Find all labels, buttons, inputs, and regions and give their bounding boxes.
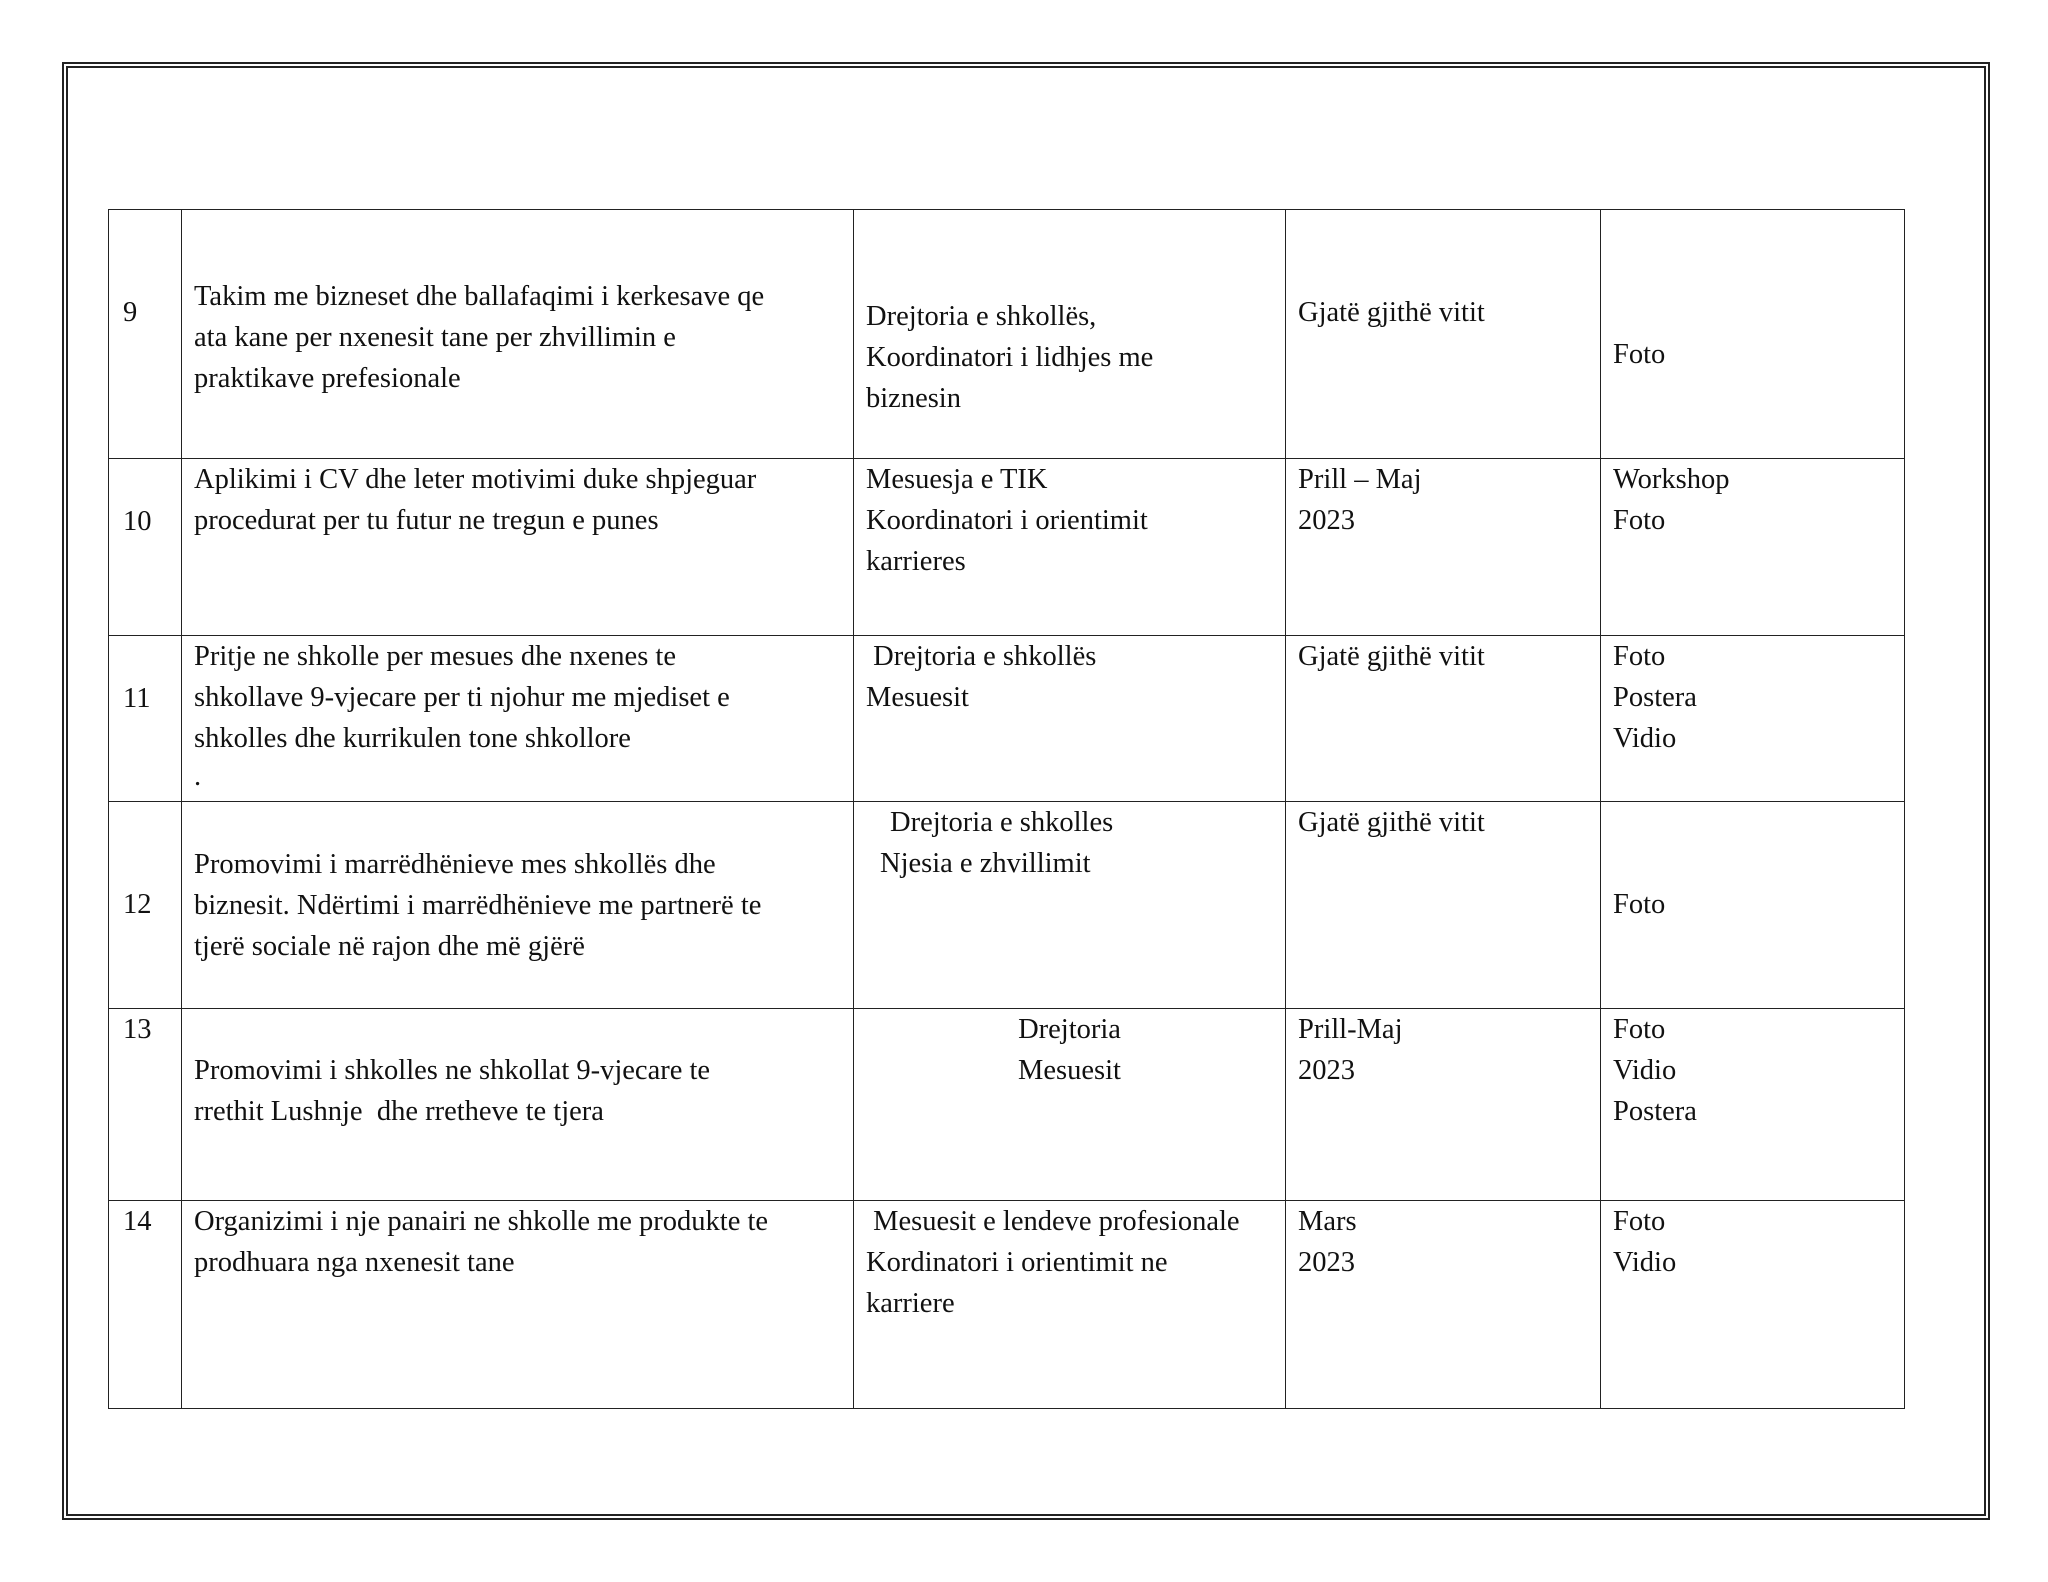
activity-cell <box>182 636 854 802</box>
time-cell <box>1286 802 1601 1009</box>
responsible-line: Mesuesit e lendeve profesionale <box>866 1206 1240 1237</box>
evidence-line: Foto <box>1613 1014 1666 1045</box>
activity-cell <box>182 802 854 1009</box>
table-row <box>109 802 1905 1009</box>
activity-cell <box>182 1009 854 1201</box>
row-number: 12 <box>123 889 152 920</box>
responsible-line: biznesin <box>866 383 961 414</box>
responsible-line: Drejtoria e shkollës, <box>866 301 1097 332</box>
evidence-cell <box>1601 1009 1905 1201</box>
evidence-line: Foto <box>1613 505 1666 536</box>
activity-plan-table <box>108 209 1905 1409</box>
table-row <box>109 210 1905 459</box>
row-number-cell <box>109 459 182 636</box>
activity-cell <box>182 210 854 459</box>
responsible-cell <box>854 802 1286 1009</box>
time-line: 2023 <box>1298 505 1355 536</box>
responsible-cell <box>854 636 1286 802</box>
evidence-cell <box>1601 636 1905 802</box>
evidence-line: Postera <box>1613 682 1697 713</box>
table-row <box>109 459 1905 636</box>
time-cell <box>1286 1009 1601 1201</box>
evidence-cell <box>1601 459 1905 636</box>
activity-cell <box>182 1201 854 1409</box>
activity-line: shkollave 9-vjecare per ti njohur me mjediset e <box>194 682 730 713</box>
activity-line: biznesit. Ndërtimi i marrëdhënieve me partnerë te <box>194 890 762 921</box>
time-line: Prill – Maj <box>1298 464 1422 495</box>
time-line: Gjatë gjithë vitit <box>1298 641 1485 672</box>
responsible-line: Mesuesit <box>1018 1055 1121 1086</box>
responsible-cell <box>854 210 1286 459</box>
time-cell <box>1286 1201 1601 1409</box>
time-cell <box>1286 636 1601 802</box>
table-row <box>109 1201 1905 1409</box>
activity-line: Promovimi i marrëdhënieve mes shkollës dhe <box>194 849 716 880</box>
evidence-line: Foto <box>1613 889 1666 920</box>
responsible-line: Njesia e zhvillimit <box>880 848 1091 879</box>
activity-line: tjerë sociale në rajon dhe më gjërë <box>194 931 585 962</box>
evidence-line: Vidio <box>1613 1247 1677 1278</box>
activity-line: . <box>194 761 202 792</box>
evidence-line: Vidio <box>1613 723 1677 754</box>
evidence-cell <box>1601 802 1905 1009</box>
activity-line: ata kane per nxenesit tane per zhvillimin e <box>194 322 676 353</box>
responsible-line: Mesuesit <box>866 682 969 713</box>
row-number: 13 <box>123 1014 152 1045</box>
activity-cell <box>182 459 854 636</box>
activity-line: procedurat per tu futur ne tregun e punes <box>194 505 659 536</box>
activity-line: prodhuara nga nxenesit tane <box>194 1247 515 1278</box>
responsible-line: Kordinatori i orientimit ne <box>866 1247 1168 1278</box>
responsible-line: karriere <box>866 1288 955 1319</box>
responsible-cell <box>854 1201 1286 1409</box>
activity-line: Promovimi i shkolles ne shkollat 9-vjecare te <box>194 1055 711 1086</box>
evidence-cell <box>1601 1201 1905 1409</box>
time-line: 2023 <box>1298 1055 1355 1086</box>
activity-line: Takim me bizneset dhe ballafaqimi i kerkesave qe <box>194 281 765 312</box>
activity-line: Organizimi i nje panairi ne shkolle me produkte te <box>194 1206 769 1237</box>
evidence-line: Vidio <box>1613 1055 1677 1086</box>
evidence-line: Workshop <box>1613 464 1730 495</box>
row-number-cell <box>109 636 182 802</box>
row-number: 14 <box>123 1206 152 1237</box>
responsible-cell <box>854 1009 1286 1201</box>
responsible-line: Drejtoria <box>1018 1014 1121 1045</box>
time-line: Prill-Maj <box>1298 1014 1403 1045</box>
responsible-line: Drejtoria e shkolles <box>890 807 1114 838</box>
evidence-line: Postera <box>1613 1096 1697 1127</box>
time-line: Mars <box>1298 1206 1357 1237</box>
table-row <box>109 1009 1905 1201</box>
activity-line: praktikave prefesionale <box>194 363 461 394</box>
responsible-line: Mesuesja e TIK <box>866 464 1048 495</box>
time-cell <box>1286 210 1601 459</box>
time-cell <box>1286 459 1601 636</box>
evidence-cell <box>1601 210 1905 459</box>
row-number-cell <box>109 802 182 1009</box>
activity-line: shkolles dhe kurrikulen tone shkollore <box>194 723 631 754</box>
evidence-line: Foto <box>1613 339 1666 370</box>
row-number-cell <box>109 1201 182 1409</box>
activity-line: Aplikimi i CV dhe leter motivimi duke shpjeguar <box>194 464 757 495</box>
responsible-line: Drejtoria e shkollës <box>866 641 1097 672</box>
responsible-cell <box>854 459 1286 636</box>
activity-line: Pritje ne shkolle per mesues dhe nxenes te <box>194 641 676 672</box>
responsible-line: Koordinatori i orientimit <box>866 505 1148 536</box>
time-line: 2023 <box>1298 1247 1355 1278</box>
responsible-line: karrieres <box>866 546 966 577</box>
row-number: 10 <box>123 506 152 537</box>
evidence-line: Foto <box>1613 641 1666 672</box>
time-line: Gjatë gjithë vitit <box>1298 297 1485 328</box>
row-number-cell <box>109 210 182 459</box>
table-row <box>109 636 1905 802</box>
activity-line: rrethit Lushnje dhe rretheve te tjera <box>194 1096 604 1127</box>
time-line: Gjatë gjithë vitit <box>1298 807 1485 838</box>
responsible-line: Koordinatori i lidhjes me <box>866 342 1154 373</box>
row-number: 11 <box>123 683 151 714</box>
row-number: 9 <box>123 297 138 328</box>
row-number-cell <box>109 1009 182 1201</box>
evidence-line: Foto <box>1613 1206 1666 1237</box>
